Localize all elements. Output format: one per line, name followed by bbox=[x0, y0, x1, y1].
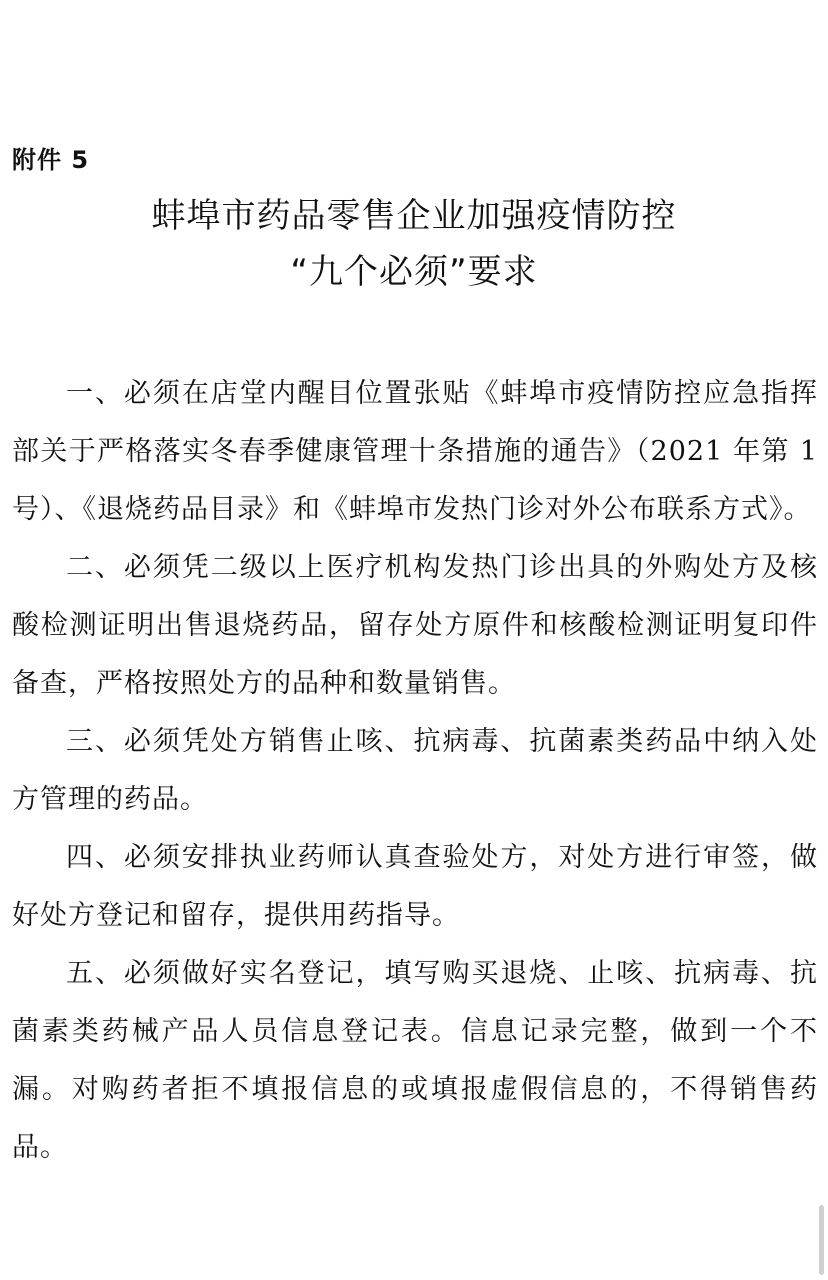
requirement-paragraph-2: 二、必须凭二级以上医疗机构发热门诊出具的外购处方及核酸检测证明出售退烧药品，留存处方原件和核酸检测证明复印件备查，严格按照处方的品种和数量销售。 bbox=[12, 552, 818, 699]
title-line-2: “九个必须”要求 bbox=[290, 252, 538, 292]
requirement-paragraph-1: 一、必须在店堂内醒目位置张贴《蚌埠市疫情防控应急指挥部关于严格落实冬春季健康管理十条措施的通告》（2021 年第 1 号）、《退烧药品目录》和《蚌埠市发热门诊对外公布联系方式》。 bbox=[12, 378, 818, 525]
requirement-paragraph-5: 五、必须做好实名登记，填写购买退烧、止咳、抗病毒、抗菌素类药械产品人员信息登记表。信息记录完整，做到一个不漏。对购药者拒不填报信息的或填报虚假信息的，不得销售药品。 bbox=[12, 958, 818, 1163]
document-body bbox=[12, 365, 818, 1177]
scrollbar[interactable] bbox=[819, 1205, 824, 1275]
document-title bbox=[0, 188, 828, 300]
title-line-1: 蚌埠市药品零售企业加强疫情防控 bbox=[151, 196, 677, 236]
requirement-paragraph-3: 三、必须凭处方销售止咳、抗病毒、抗菌素类药品中纳入处方管理的药品。 bbox=[12, 726, 818, 815]
attachment-label: 附件 5 bbox=[12, 146, 90, 174]
requirement-paragraph-4: 四、必须安排执业药师认真查验处方，对处方进行审签，做好处方登记和留存，提供用药指导。 bbox=[12, 842, 818, 931]
